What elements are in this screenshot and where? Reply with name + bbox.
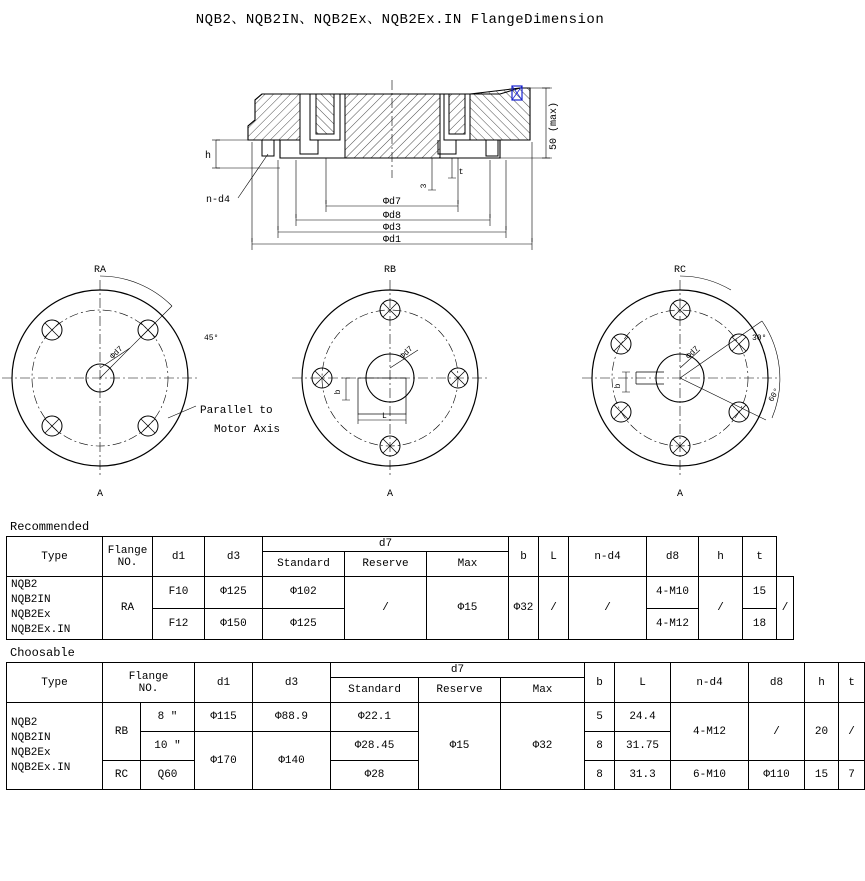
cell-d7-standard: / [345, 577, 427, 640]
header-b: b [509, 537, 539, 577]
view-rc-angle-60: 60° [767, 386, 783, 404]
cell-t: / [839, 703, 865, 761]
header-type: Type [7, 537, 103, 577]
header-t: t [839, 663, 865, 703]
cell-d3: Φ102 [263, 577, 345, 609]
label-t: t [458, 168, 464, 177]
cell-h: 20 [805, 703, 839, 761]
label-phi-d7: Φd7 [382, 197, 402, 208]
cell-h: 15 [805, 761, 839, 790]
view-rb-bore-label: Φd7 [398, 344, 416, 362]
header-type: Type [7, 663, 103, 703]
cell-b: 5 [585, 703, 615, 732]
view-rc [582, 276, 783, 478]
cell-flange-no: 8 " [141, 703, 195, 732]
cell-L: 31.3 [615, 761, 671, 790]
header-d7-max: Max [427, 552, 509, 577]
cell-type-list [7, 703, 103, 790]
header-L: L [615, 663, 671, 703]
header-flange-line2: NO. [117, 556, 138, 569]
cell-d7-standard: Φ22.1 [331, 703, 419, 732]
header-d1: d1 [195, 663, 253, 703]
choosable-table [6, 662, 865, 790]
header-n-d4: n-d4 [671, 663, 749, 703]
type-line-4: NQB2Ex.IN [11, 624, 71, 636]
header-L: L [539, 537, 569, 577]
drawing-svg [0, 28, 800, 508]
view-ra-angle-label: 45° [204, 334, 219, 343]
view-rc-title: RC [673, 265, 687, 276]
header-d7-max: Max [501, 678, 585, 703]
recommended-table [6, 536, 794, 640]
cell-b: / [539, 577, 569, 640]
header-d7-reserve: Reserve [345, 552, 427, 577]
cell-d7-max: Φ32 [501, 703, 585, 790]
view-ra-bottom-label: A [96, 489, 104, 500]
label-h: h [204, 151, 212, 162]
cell-n-d4: 4-M10 [647, 577, 699, 609]
view-rb-key-b: b [334, 389, 343, 395]
choosable-caption: Choosable [10, 646, 75, 660]
cell-d7-standard: Φ28 [331, 761, 419, 790]
view-ra-note-line2: Motor Axis [214, 424, 281, 436]
header-d8: d8 [749, 663, 805, 703]
view-rb-title: RB [383, 265, 397, 276]
header-h: h [805, 663, 839, 703]
view-rc-key-b: b [614, 383, 623, 389]
type-line-1: NQB2 [11, 579, 38, 591]
cell-n-d4: 4-M12 [671, 703, 749, 761]
cell-flange-no: F12 [153, 608, 205, 640]
header-d7-reserve: Reserve [419, 678, 501, 703]
header-d7: d7 [331, 663, 585, 678]
label-phi-d3: Φd3 [382, 223, 402, 234]
cell-type-list [7, 577, 103, 640]
cell-d7-reserve: Φ15 [419, 703, 501, 790]
cell-t: / [777, 577, 794, 640]
header-n-d4: n-d4 [569, 537, 647, 577]
header-d3: d3 [205, 537, 263, 577]
cell-d7-reserve: Φ15 [427, 577, 509, 640]
header-flange-line2: NO. [138, 682, 159, 695]
cell-d1: Φ125 [205, 577, 263, 609]
view-ra [2, 276, 198, 478]
table-row [7, 577, 794, 609]
header-d7: d7 [263, 537, 509, 552]
view-rb-key-L: L [382, 412, 387, 421]
cell-n-d4: 4-M12 [647, 608, 699, 640]
header-d7-standard: Standard [263, 552, 345, 577]
cell-flange-no: Q60 [141, 761, 195, 790]
cell-b: 8 [585, 732, 615, 761]
recommended-table-wrap [0, 520, 800, 640]
cell-d3: Φ140 [253, 732, 331, 790]
header-d8: d8 [647, 537, 699, 577]
cell-d7-max: Φ32 [509, 577, 539, 640]
header-flange-line1: Flange [107, 544, 148, 557]
label-n-d4: n-d4 [206, 195, 231, 206]
cell-flange-group-rb: RB [103, 703, 141, 761]
cell-d8: / [699, 577, 743, 640]
header-t: t [743, 537, 777, 577]
cell-d1: Φ115 [195, 703, 253, 732]
cell-d1: Φ150 [205, 608, 263, 640]
cell-n-d4: 6-M10 [671, 761, 749, 790]
type-line-2: NQB2IN [11, 594, 51, 606]
cell-L: / [569, 577, 647, 640]
header-flange-no [103, 663, 195, 703]
page-title: NQB2、NQB2IN、NQB2Ex、NQB2Ex.IN FlangeDimension [195, 12, 605, 28]
label-phi-d1: Φd1 [382, 235, 402, 246]
header-d7-standard: Standard [331, 678, 419, 703]
table-header-row [7, 663, 865, 678]
cell-t: 7 [839, 761, 865, 790]
view-rc-bore-label: Φd7 [684, 344, 702, 362]
cell-L: 24.4 [615, 703, 671, 732]
view-ra-title: RA [93, 265, 107, 276]
type-line-3: NQB2Ex [11, 609, 51, 621]
label-3: 3 [420, 183, 429, 189]
type-line-2: NQB2IN [11, 732, 51, 744]
table-header-row [7, 537, 794, 552]
view-rc-bottom-label: A [676, 489, 684, 500]
label-phi-d8: Φd8 [382, 211, 402, 222]
type-line-1: NQB2 [11, 717, 38, 729]
cell-d8: / [749, 703, 805, 761]
table-row [7, 703, 865, 732]
cell-flange-group: RA [103, 577, 153, 640]
view-rb [292, 280, 488, 478]
cell-d3: Φ125 [263, 608, 345, 640]
cell-flange-no: F10 [153, 577, 205, 609]
cell-b: 8 [585, 761, 615, 790]
cell-flange-group-rc: RC [103, 761, 141, 790]
header-d1: d1 [153, 537, 205, 577]
cell-flange-no: 10 " [141, 732, 195, 761]
choosable-table-wrap [0, 646, 855, 790]
header-flange-line1: Flange [128, 670, 169, 683]
type-line-3: NQB2Ex [11, 747, 51, 759]
header-b: b [585, 663, 615, 703]
recommended-caption: Recommended [10, 520, 90, 534]
cell-h: 15 [743, 577, 777, 609]
type-line-4: NQB2Ex.IN [11, 762, 71, 774]
header-d3: d3 [253, 663, 331, 703]
header-h: h [699, 537, 743, 577]
view-ra-bore-label: Φd7 [108, 344, 126, 362]
view-rb-bottom-label: A [386, 489, 394, 500]
cell-L: 31.75 [615, 732, 671, 761]
cell-d7-standard: Φ28.45 [331, 732, 419, 761]
view-ra-note-line1: Parallel to [200, 405, 273, 417]
view-rc-angle-30: 30° [752, 334, 767, 343]
cell-h: 18 [743, 608, 777, 640]
header-flange-no [103, 537, 153, 577]
label-height-50: 50 (max) [549, 101, 560, 151]
cell-d3: Φ88.9 [253, 703, 331, 732]
flange-drawing [0, 28, 800, 518]
cell-d1: Φ170 [195, 732, 253, 790]
cell-d8: Φ110 [749, 761, 805, 790]
